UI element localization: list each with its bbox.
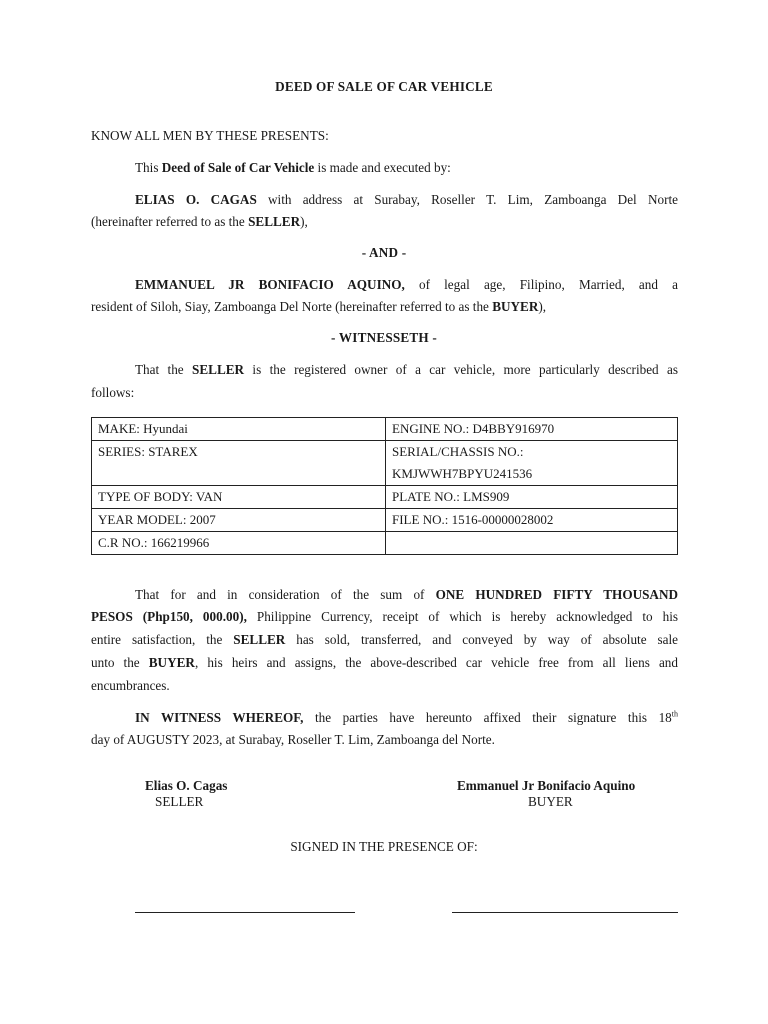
table-cell: SERIES: STAREX [92, 441, 386, 486]
table-cell: TYPE OF BODY: VAN [92, 486, 386, 509]
witness-sup: th [671, 709, 678, 719]
executed-post: is made and executed by: [314, 160, 451, 175]
seller-name-bold: ELIAS O. CAGAS [135, 192, 257, 207]
witness-line2: day of AUGUSTY 2023, at Surabay, Roseller T. Lim, Zamboanga del Norte. [91, 732, 495, 747]
consideration-line5: encumbrances. [91, 678, 170, 693]
seller-ref-bold: SELLER [248, 214, 301, 229]
table-row [92, 486, 678, 509]
buyer-ref-pre: resident of Siloh, Siay, Zamboanga Del Norte (hereinafter referred to as the [91, 299, 493, 314]
consideration-line3 [91, 632, 678, 648]
table-row [92, 441, 678, 486]
table-cell: MAKE: Hyundai [92, 418, 386, 441]
seller-signatory-role: SELLER [155, 794, 204, 809]
owner-para-line1 [135, 362, 678, 378]
consideration-line1 [135, 587, 678, 603]
witness-bold: IN WITNESS WHEREOF, [135, 710, 304, 725]
witnesseth-heading: - WITNESSETH - [331, 330, 437, 345]
consideration-l3-rest: has sold, transferred, and conveyed by way of absolute sale [285, 632, 678, 647]
chassis-label: SERIAL/CHASSIS NO.: [392, 444, 524, 459]
buyer-signatory-role: BUYER [528, 794, 573, 809]
owner-pre: That the [135, 362, 193, 377]
seller-para-line2 [91, 214, 308, 230]
document-title: DEED OF SALE OF CAR VEHICLE [275, 79, 493, 94]
seller-para-line1 [135, 192, 678, 208]
consideration-l4-rest: , his heirs and assigns, the above-described car vehicle free from all liens and [194, 655, 678, 670]
consideration-pre: That for and in consideration of the sum of [135, 587, 436, 602]
table-cell: ENGINE NO.: D4BBY916970 [386, 418, 678, 441]
buyer-para-line1 [135, 277, 678, 293]
chassis-value: KMJWWH7BPYU241536 [392, 466, 533, 481]
seller-ref-post: ), [300, 214, 308, 229]
table-row [92, 509, 678, 532]
consideration-line2 [91, 609, 678, 625]
consideration-amount: PESOS (Php150, 000.00), [91, 609, 247, 624]
buyer-name-bold: EMMANUEL JR BONIFACIO AQUINO, [135, 277, 405, 292]
consideration-l3-bold: SELLER [233, 632, 286, 647]
table-cell: FILE NO.: 1516-00000028002 [386, 509, 678, 532]
owner-bold: SELLER [192, 362, 245, 377]
and-separator: - AND - [361, 245, 407, 260]
executed-line [135, 160, 451, 176]
consideration-l2-rest: Philippine Currency, receipt of which is hereby acknowledged to his [246, 609, 678, 624]
witness-signature-line-right [452, 912, 678, 913]
buyer-signatory-name: Emmanuel Jr Bonifacio Aquino [457, 778, 636, 793]
buyer-details: of legal age, Filipino, Married, and a [404, 277, 678, 292]
executed-bold: Deed of Sale of Car Vehicle [161, 160, 315, 175]
table-cell [386, 532, 678, 555]
witness-signature-line-left [135, 912, 355, 913]
seller-address: with address at Surabay, Roseller T. Lim, Zamboanga Del Norte [256, 192, 678, 207]
consideration-l4-pre: unto the [91, 655, 149, 670]
table-row [92, 532, 678, 555]
consideration-line4 [91, 655, 678, 671]
seller-ref-pre: (hereinafter referred to as the [91, 214, 249, 229]
seller-signatory-name: Elias O. Cagas [145, 778, 228, 793]
table-cell: C.R NO.: 166219966 [92, 532, 386, 555]
consideration-l4-bold: BUYER [148, 655, 195, 670]
consideration-l3-pre: entire satisfaction, the [91, 632, 234, 647]
table-cell: PLATE NO.: LMS909 [386, 486, 678, 509]
owner-para-line2: follows: [91, 385, 135, 400]
executed-pre: This [135, 160, 162, 175]
buyer-ref-post: ), [538, 299, 547, 314]
buyer-para-line2 [91, 299, 546, 315]
buyer-ref-bold: BUYER [492, 299, 539, 314]
intro-line: KNOW ALL MEN BY THESE PRESENTS: [91, 128, 329, 143]
vehicle-details-table [91, 417, 678, 555]
table-row [92, 418, 678, 441]
table-cell [386, 441, 678, 486]
witness-l1-rest: the parties have hereunto affixed their signature this 18 [303, 710, 672, 725]
table-cell: YEAR MODEL: 2007 [92, 509, 386, 532]
consideration-amount-words: ONE HUNDRED FIFTY THOUSAND [435, 587, 679, 602]
presence-label: SIGNED IN THE PRESENCE OF: [290, 839, 478, 854]
witness-line1 [135, 710, 678, 726]
owner-rest: is the registered owner of a car vehicle, more particularly described as [244, 362, 678, 377]
